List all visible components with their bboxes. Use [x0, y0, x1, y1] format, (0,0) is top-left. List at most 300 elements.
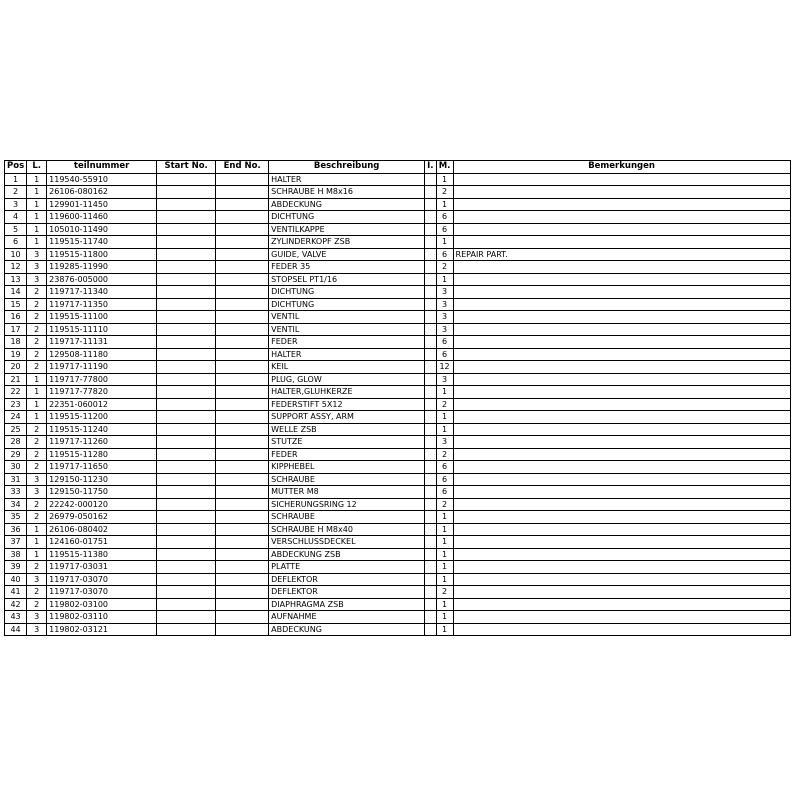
- table-row: [5, 248, 791, 261]
- cell-i: [425, 461, 436, 474]
- cell-quantity: 1: [436, 386, 453, 399]
- cell-level: 3: [27, 611, 47, 624]
- cell-quantity: 1: [436, 423, 453, 436]
- cell-part-number: 26979-050162: [47, 511, 157, 524]
- cell-end-no: [216, 173, 269, 186]
- cell-description: ABDECKUNG: [269, 198, 425, 211]
- table-row: [5, 348, 791, 361]
- cell-part-number: 119515-11100: [47, 311, 157, 324]
- cell-part-number: 119515-11280: [47, 448, 157, 461]
- cell-description: ABDECKUNG ZSB: [269, 548, 425, 561]
- cell-pos: 5: [5, 223, 27, 236]
- cell-i: [425, 611, 436, 624]
- cell-description: PLATTE: [269, 561, 425, 574]
- cell-pos: 2: [5, 186, 27, 199]
- cell-pos: 19: [5, 348, 27, 361]
- cell-start-no: [157, 523, 216, 536]
- cell-description: FEDERSTIFT 5X12: [269, 398, 425, 411]
- cell-remarks: [453, 536, 790, 549]
- cell-remarks: [453, 448, 790, 461]
- cell-level: 2: [27, 348, 47, 361]
- cell-quantity: 3: [436, 373, 453, 386]
- cell-level: 2: [27, 448, 47, 461]
- cell-description: DIAPHRAGMA ZSB: [269, 598, 425, 611]
- cell-i: [425, 536, 436, 549]
- cell-i: [425, 523, 436, 536]
- cell-level: 1: [27, 536, 47, 549]
- cell-part-number: 119717-11650: [47, 461, 157, 474]
- cell-end-no: [216, 411, 269, 424]
- cell-part-number: 22242-000120: [47, 498, 157, 511]
- cell-level: 1: [27, 411, 47, 424]
- cell-description: DICHTUNG: [269, 286, 425, 299]
- cell-quantity: 1: [436, 511, 453, 524]
- cell-pos: 4: [5, 211, 27, 224]
- header-i: I.: [425, 161, 436, 174]
- header-level: L.: [27, 161, 47, 174]
- cell-remarks: [453, 186, 790, 199]
- cell-i: [425, 486, 436, 499]
- cell-start-no: [157, 548, 216, 561]
- cell-end-no: [216, 436, 269, 449]
- cell-level: 3: [27, 573, 47, 586]
- table-row: [5, 186, 791, 199]
- cell-pos: 36: [5, 523, 27, 536]
- header-part-number: teilnummer: [47, 161, 157, 174]
- cell-i: [425, 198, 436, 211]
- cell-part-number: 129508-11180: [47, 348, 157, 361]
- cell-end-no: [216, 473, 269, 486]
- cell-start-no: [157, 248, 216, 261]
- cell-level: 1: [27, 186, 47, 199]
- cell-part-number: 119802-03110: [47, 611, 157, 624]
- cell-pos: 34: [5, 498, 27, 511]
- cell-end-no: [216, 286, 269, 299]
- cell-part-number: 119285-11990: [47, 261, 157, 274]
- cell-remarks: [453, 423, 790, 436]
- cell-start-no: [157, 298, 216, 311]
- cell-remarks: [453, 273, 790, 286]
- cell-description: GUIDE, VALVE: [269, 248, 425, 261]
- table-row: [5, 473, 791, 486]
- cell-remarks: [453, 286, 790, 299]
- cell-end-no: [216, 198, 269, 211]
- cell-quantity: 1: [436, 198, 453, 211]
- cell-part-number: 119717-11131: [47, 336, 157, 349]
- cell-level: 3: [27, 623, 47, 636]
- cell-level: 1: [27, 548, 47, 561]
- table-row: [5, 261, 791, 274]
- table-row: [5, 598, 791, 611]
- cell-start-no: [157, 273, 216, 286]
- cell-description: WELLE ZSB: [269, 423, 425, 436]
- cell-part-number: 119515-11240: [47, 423, 157, 436]
- header-row: [5, 161, 791, 174]
- cell-i: [425, 298, 436, 311]
- cell-start-no: [157, 586, 216, 599]
- cell-level: 2: [27, 561, 47, 574]
- cell-remarks: [453, 373, 790, 386]
- cell-pos: 17: [5, 323, 27, 336]
- table-row: [5, 386, 791, 399]
- cell-description: VERSCHLUSSDECKEL: [269, 536, 425, 549]
- cell-end-no: [216, 561, 269, 574]
- cell-description: STUTZE: [269, 436, 425, 449]
- cell-quantity: 3: [436, 286, 453, 299]
- cell-description: FEDER: [269, 448, 425, 461]
- cell-start-no: [157, 348, 216, 361]
- cell-part-number: 119717-77800: [47, 373, 157, 386]
- cell-start-no: [157, 423, 216, 436]
- cell-end-no: [216, 598, 269, 611]
- cell-i: [425, 411, 436, 424]
- cell-description: HALTER: [269, 348, 425, 361]
- cell-start-no: [157, 373, 216, 386]
- cell-description: HALTER,GLUHKERZE: [269, 386, 425, 399]
- cell-part-number: 119717-11190: [47, 361, 157, 374]
- cell-end-no: [216, 223, 269, 236]
- cell-pos: 21: [5, 373, 27, 386]
- cell-quantity: 2: [436, 398, 453, 411]
- cell-start-no: [157, 573, 216, 586]
- cell-remarks: [453, 198, 790, 211]
- cell-description: HALTER: [269, 173, 425, 186]
- cell-quantity: 2: [436, 448, 453, 461]
- cell-i: [425, 573, 436, 586]
- cell-remarks: [453, 511, 790, 524]
- cell-start-no: [157, 361, 216, 374]
- cell-start-no: [157, 336, 216, 349]
- cell-i: [425, 548, 436, 561]
- table-row: [5, 523, 791, 536]
- cell-i: [425, 623, 436, 636]
- table-row: [5, 623, 791, 636]
- cell-start-no: [157, 173, 216, 186]
- cell-quantity: 6: [436, 248, 453, 261]
- cell-remarks: [453, 386, 790, 399]
- cell-part-number: 119515-11200: [47, 411, 157, 424]
- cell-remarks: [453, 311, 790, 324]
- cell-pos: 1: [5, 173, 27, 186]
- cell-level: 1: [27, 198, 47, 211]
- cell-remarks: [453, 473, 790, 486]
- cell-quantity: 1: [436, 623, 453, 636]
- table-row: [5, 311, 791, 324]
- cell-start-no: [157, 311, 216, 324]
- table-row: [5, 423, 791, 436]
- cell-pos: 31: [5, 473, 27, 486]
- cell-end-no: [216, 336, 269, 349]
- cell-start-no: [157, 223, 216, 236]
- cell-description: SCHRAUBE H M8x40: [269, 523, 425, 536]
- cell-i: [425, 286, 436, 299]
- cell-i: [425, 561, 436, 574]
- cell-description: SCHRAUBE H M8x16: [269, 186, 425, 199]
- cell-end-no: [216, 361, 269, 374]
- cell-quantity: 2: [436, 586, 453, 599]
- cell-end-no: [216, 623, 269, 636]
- cell-part-number: 119802-03100: [47, 598, 157, 611]
- table-row: [5, 586, 791, 599]
- cell-pos: 28: [5, 436, 27, 449]
- cell-end-no: [216, 298, 269, 311]
- cell-start-no: [157, 511, 216, 524]
- cell-end-no: [216, 273, 269, 286]
- cell-start-no: [157, 198, 216, 211]
- cell-remarks: [453, 611, 790, 624]
- cell-remarks: [453, 598, 790, 611]
- cell-level: 2: [27, 361, 47, 374]
- cell-end-no: [216, 323, 269, 336]
- cell-part-number: 119515-11110: [47, 323, 157, 336]
- cell-end-no: [216, 511, 269, 524]
- cell-level: 2: [27, 311, 47, 324]
- header-end-no: End No.: [216, 161, 269, 174]
- table-row: [5, 561, 791, 574]
- cell-level: 1: [27, 223, 47, 236]
- table-body: [5, 173, 791, 636]
- cell-start-no: [157, 611, 216, 624]
- cell-remarks: [453, 336, 790, 349]
- cell-quantity: 1: [436, 411, 453, 424]
- cell-quantity: 1: [436, 536, 453, 549]
- cell-description: DICHTUNG: [269, 211, 425, 224]
- cell-level: 1: [27, 236, 47, 249]
- cell-i: [425, 586, 436, 599]
- table-row: [5, 211, 791, 224]
- cell-pos: 25: [5, 423, 27, 436]
- cell-description: SCHRAUBE: [269, 473, 425, 486]
- cell-remarks: [453, 548, 790, 561]
- cell-quantity: 1: [436, 523, 453, 536]
- cell-part-number: 124160-01751: [47, 536, 157, 549]
- cell-quantity: 1: [436, 561, 453, 574]
- cell-end-no: [216, 611, 269, 624]
- cell-i: [425, 223, 436, 236]
- cell-start-no: [157, 386, 216, 399]
- cell-part-number: 22351-060012: [47, 398, 157, 411]
- cell-pos: 12: [5, 261, 27, 274]
- cell-remarks: [453, 236, 790, 249]
- cell-description: PLUG, GLOW: [269, 373, 425, 386]
- cell-i: [425, 423, 436, 436]
- cell-description: FEDER 35: [269, 261, 425, 274]
- cell-quantity: 2: [436, 498, 453, 511]
- cell-remarks: [453, 461, 790, 474]
- cell-level: 3: [27, 248, 47, 261]
- cell-remarks: [453, 323, 790, 336]
- cell-i: [425, 598, 436, 611]
- cell-end-no: [216, 373, 269, 386]
- cell-pos: 22: [5, 386, 27, 399]
- cell-remarks: [453, 211, 790, 224]
- cell-i: [425, 436, 436, 449]
- cell-part-number: 119515-11380: [47, 548, 157, 561]
- cell-remarks: [453, 561, 790, 574]
- cell-quantity: 6: [436, 486, 453, 499]
- table-row: [5, 286, 791, 299]
- cell-start-no: [157, 236, 216, 249]
- table-row: [5, 573, 791, 586]
- cell-pos: 10: [5, 248, 27, 261]
- cell-description: VENTIL: [269, 311, 425, 324]
- cell-part-number: 129901-11450: [47, 198, 157, 211]
- cell-level: 1: [27, 398, 47, 411]
- cell-quantity: 6: [436, 223, 453, 236]
- cell-quantity: 2: [436, 186, 453, 199]
- cell-end-no: [216, 573, 269, 586]
- cell-description: KIPPHEBEL: [269, 461, 425, 474]
- cell-pos: 42: [5, 598, 27, 611]
- cell-part-number: 129150-11750: [47, 486, 157, 499]
- cell-level: 1: [27, 211, 47, 224]
- cell-level: 2: [27, 323, 47, 336]
- cell-level: 3: [27, 473, 47, 486]
- cell-quantity: 6: [436, 348, 453, 361]
- cell-pos: 35: [5, 511, 27, 524]
- table-row: [5, 498, 791, 511]
- cell-level: 2: [27, 498, 47, 511]
- cell-start-no: [157, 261, 216, 274]
- cell-description: DEFLEKTOR: [269, 573, 425, 586]
- cell-level: 2: [27, 461, 47, 474]
- header-description: Beschreibung: [269, 161, 425, 174]
- cell-pos: 16: [5, 311, 27, 324]
- cell-description: DICHTUNG: [269, 298, 425, 311]
- cell-remarks: [453, 586, 790, 599]
- cell-description: SCHRAUBE: [269, 511, 425, 524]
- cell-i: [425, 386, 436, 399]
- header-remarks: Bemerkungen: [453, 161, 790, 174]
- cell-quantity: 6: [436, 211, 453, 224]
- cell-level: 1: [27, 523, 47, 536]
- cell-quantity: 3: [436, 311, 453, 324]
- cell-start-no: [157, 623, 216, 636]
- table-row: [5, 298, 791, 311]
- cell-end-no: [216, 423, 269, 436]
- cell-start-no: [157, 473, 216, 486]
- cell-level: 2: [27, 286, 47, 299]
- table-row: [5, 198, 791, 211]
- cell-part-number: 119717-03031: [47, 561, 157, 574]
- cell-remarks: [453, 573, 790, 586]
- table-row: [5, 361, 791, 374]
- cell-quantity: 6: [436, 473, 453, 486]
- cell-pos: 40: [5, 573, 27, 586]
- header-quantity: M.: [436, 161, 453, 174]
- cell-end-no: [216, 211, 269, 224]
- cell-pos: 14: [5, 286, 27, 299]
- cell-start-no: [157, 286, 216, 299]
- cell-quantity: 12: [436, 361, 453, 374]
- cell-level: 1: [27, 386, 47, 399]
- cell-end-no: [216, 261, 269, 274]
- cell-start-no: [157, 398, 216, 411]
- cell-part-number: 119717-77820: [47, 386, 157, 399]
- cell-i: [425, 361, 436, 374]
- cell-i: [425, 448, 436, 461]
- cell-start-no: [157, 323, 216, 336]
- cell-i: [425, 511, 436, 524]
- cell-pos: 3: [5, 198, 27, 211]
- cell-quantity: 1: [436, 273, 453, 286]
- cell-pos: 6: [5, 236, 27, 249]
- cell-level: 3: [27, 273, 47, 286]
- header-start-no: Start No.: [157, 161, 216, 174]
- cell-part-number: 119600-11460: [47, 211, 157, 224]
- cell-remarks: REPAIR PART.: [453, 248, 790, 261]
- cell-part-number: 119515-11740: [47, 236, 157, 249]
- cell-part-number: 23876-005000: [47, 273, 157, 286]
- cell-i: [425, 336, 436, 349]
- cell-level: 2: [27, 336, 47, 349]
- cell-description: SICHERUNGSRING 12: [269, 498, 425, 511]
- cell-part-number: 105010-11490: [47, 223, 157, 236]
- cell-i: [425, 498, 436, 511]
- cell-description: STOPSEL PT1/16: [269, 273, 425, 286]
- cell-end-no: [216, 248, 269, 261]
- cell-start-no: [157, 448, 216, 461]
- cell-quantity: 6: [436, 336, 453, 349]
- cell-end-no: [216, 311, 269, 324]
- cell-remarks: [453, 361, 790, 374]
- cell-description: VENTILKAPPE: [269, 223, 425, 236]
- cell-start-no: [157, 211, 216, 224]
- cell-quantity: 1: [436, 598, 453, 611]
- cell-remarks: [453, 298, 790, 311]
- cell-part-number: 119540-55910: [47, 173, 157, 186]
- cell-i: [425, 348, 436, 361]
- cell-description: ZYLINDERKOPF ZSB: [269, 236, 425, 249]
- cell-level: 2: [27, 511, 47, 524]
- cell-quantity: 3: [436, 298, 453, 311]
- cell-i: [425, 311, 436, 324]
- cell-i: [425, 373, 436, 386]
- cell-end-no: [216, 548, 269, 561]
- table-row: [5, 536, 791, 549]
- cell-pos: 23: [5, 398, 27, 411]
- table-header: [5, 161, 791, 174]
- cell-remarks: [453, 436, 790, 449]
- cell-quantity: 1: [436, 548, 453, 561]
- cell-pos: 41: [5, 586, 27, 599]
- cell-end-no: [216, 448, 269, 461]
- cell-description: FEDER: [269, 336, 425, 349]
- cell-end-no: [216, 523, 269, 536]
- cell-start-no: [157, 598, 216, 611]
- cell-start-no: [157, 486, 216, 499]
- cell-description: MUTTER M8: [269, 486, 425, 499]
- cell-pos: 13: [5, 273, 27, 286]
- cell-description: SUPPORT ASSY, ARM: [269, 411, 425, 424]
- table-row: [5, 273, 791, 286]
- cell-end-no: [216, 348, 269, 361]
- cell-i: [425, 323, 436, 336]
- cell-i: [425, 473, 436, 486]
- table-row: [5, 448, 791, 461]
- cell-level: 3: [27, 261, 47, 274]
- cell-i: [425, 398, 436, 411]
- cell-end-no: [216, 461, 269, 474]
- cell-pos: 38: [5, 548, 27, 561]
- cell-i: [425, 211, 436, 224]
- cell-level: 1: [27, 173, 47, 186]
- table-row: [5, 411, 791, 424]
- cell-start-no: [157, 436, 216, 449]
- cell-quantity: 2: [436, 261, 453, 274]
- cell-quantity: 3: [436, 323, 453, 336]
- cell-pos: 24: [5, 411, 27, 424]
